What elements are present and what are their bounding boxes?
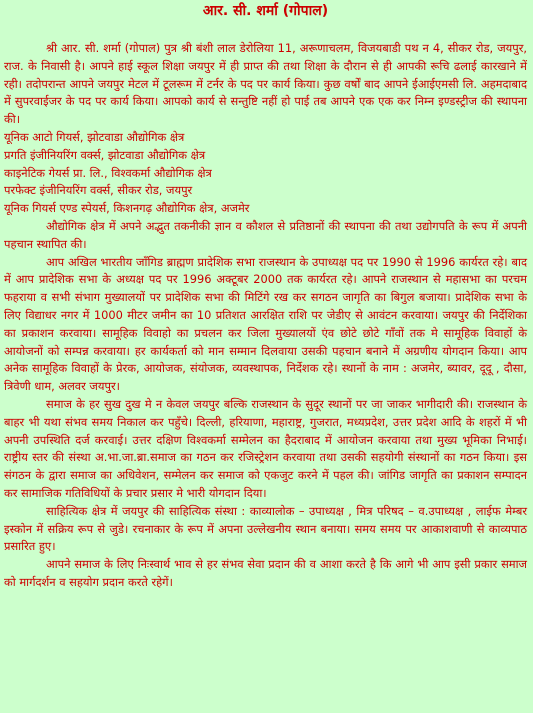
paragraph-literary: साहित्यिक क्षेत्र में जयपुर की साहित्यिक संस्था : काव्यालोक – उपाध्यक्ष , मित्र परिषद – व.उपाध्यक्ष , लाईफ मेम्बर इस्कोन में सक्रिय रूप से जुडे। रचनाकार के रूप में अपना उल्लेखनीय स्थान बनाया। समय समय पर आकाशवाणी से काव्यपाठ प्रसारित हुए। (4, 503, 527, 554)
industry-item: काइनेटिक गेयर्स प्रा. लि., विश्वकर्मा औद्योगिक क्षेत्र (4, 165, 212, 180)
industry-item: यूनिक आटो गियर्स, झोटवाडा औद्योगिक क्षेत्र (4, 129, 185, 144)
spacer (4, 24, 527, 40)
paragraph-sabha: आप अखिल भारतीय जाँगिड ब्राह्मण प्रादेशिक सभा राजस्थान के उपाध्यक्ष पद पर 1990 से 1996 कार्यरत रहे। बाद में आप प्रादेशिक सभा के अध्यक्ष पद पर 1996 अक्टूबर 2000 तक कार्यरत रहे। आपने राजस्थान से महासभा का परचम फहराया व सभी संभाग मुख्यालयों पर प्रादेशिक सभा की मिटिंगे रख कर सगठन जागृति का बिगुल बजाया। प्रादेशिक सभा के लिए विद्याधर नगर में 1000 मीटर जमीन का 10 प्रतिशत आरक्षित राशि पर जेडीए से आवंटन करवाया। जयपुर की निर्देशिका का प्रकाशन करवाया। सामूहिक विवाहो का प्रचलन कर जिला मुख्यालयों एंव छोटे छोटे गाँवों तक मे सामूहिक विवाहों के आयोजनों को सम्पन्न करवाया। हर कार्यकर्ता को मान सम्मान दिलवाया उसकी पहचान बनाने में अग्रणीय योगदान किया। आप अनेक सामूहिक विवाहों के प्रेरक, आयोजक, संयोजक, व्यवस्थापक, निर्देशक रहे। स्थानों के नाम : अजमेर, ब्यावर, दूदू , दौसा, त्रिवेणी धाम, अलवर जयपुर। (4, 254, 527, 394)
industry-item: यूनिक गियर्स एण्ड स्पेयर्स, किशनगढ़ औद्योगिक क्षेत्र, अजमेर (4, 201, 250, 216)
paragraph-intro: श्री आर. सी. शर्मा (गोपाल) पुत्र श्री बंशी लाल डेरोलिया 11, अरूणाचलम, विजयबाडी पथ न 4, सीकर रोड, जयपुर, राज. के निवासी है। आपने हाई स्कूल शिक्षा जयपुर में ही प्राप्त की तथा शिक्षा के दौरान से ही आपकी रूचि ढलाई कारखाने में रही। तदोपरान्त आपने जयपुर मेटल में टूलरूम में टर्नर के पद पर कार्य किया। कुछ वर्षों बाद आपने ईआईएमसी लि. अहमदाबाद में सुपरवाईजर के पद पर कार्य किया। आपको कार्य से सन्तुष्टि नहीं हो पाई तब आपने एक एक कर निम्न इण्डस्ट्रीज की स्थापना की। (4, 41, 527, 127)
industry-list (4, 129, 527, 218)
paragraph-closing: आपने समाज के लिए निःस्वार्थ भाव से हर संभव सेवा प्रदान की व आशा करते है कि आगे भी आप इसी प्रकार समाज को मार्गदर्शन व सहयोग प्रदान करते रहेगें। (4, 557, 527, 589)
page-title: आर. सी. शर्मा (गोपाल) (202, 3, 329, 19)
document-body (4, 40, 527, 592)
paragraph-industrial: औद्योगिक क्षेत्र में अपने अद्भुत तकनीकी ज्ञान व कौशल से प्रतिष्ठानों की स्थापना की तथा उद्योगपति के रूप में अपनी पहचान स्थापित की। (4, 218, 527, 251)
paragraph-society: समाज के हर सुख दुख मे न केवल जयपुर बल्कि राजस्थान के सुदूर स्थानों पर जा जाकर भागीदारी की। राजस्थान के बाहर भी यथा संभव समय निकाल कर पहुँचे। दिल्ली, हरियाणा, महाराष्ट्र, गुजरात, मध्यप्रदेश, उत्तर प्रदेश आदि के शहरों में भी अपनी उपस्थिति दर्ज करवाई। उत्तर दक्षिण विश्वकर्मा सम्मेलन का हैदराबाद में आयोजन करवाया तथा मुख्य भूमिका निभाई। राष्ट्रीय स्तर की संस्था अ.भा.जा.ब्रा.समाज का गठन कर रजिस्ट्रेशन करवाया तथा उसकी सहयोगी संस्थानों का गठन किया। इस संगठन के द्वारा समाज का अधिवेशन, सम्मेलन कर समाज को एकजुट करने में पहल की। जांगिड जागृति का प्रकाशन सम्पादन कर सामाजिक गतिविधियों के प्रचार प्रसार मे भारी योगदान दिया। (4, 396, 527, 500)
industry-item: प्रगति इंजीनियरिंग वर्क्स, झोटवाडा औद्योगिक क्षेत्र (4, 147, 206, 162)
industry-item: परफेक्ट इंजीनियरिंग वर्क्स, सीकर रोड, जयपुर (4, 183, 193, 198)
